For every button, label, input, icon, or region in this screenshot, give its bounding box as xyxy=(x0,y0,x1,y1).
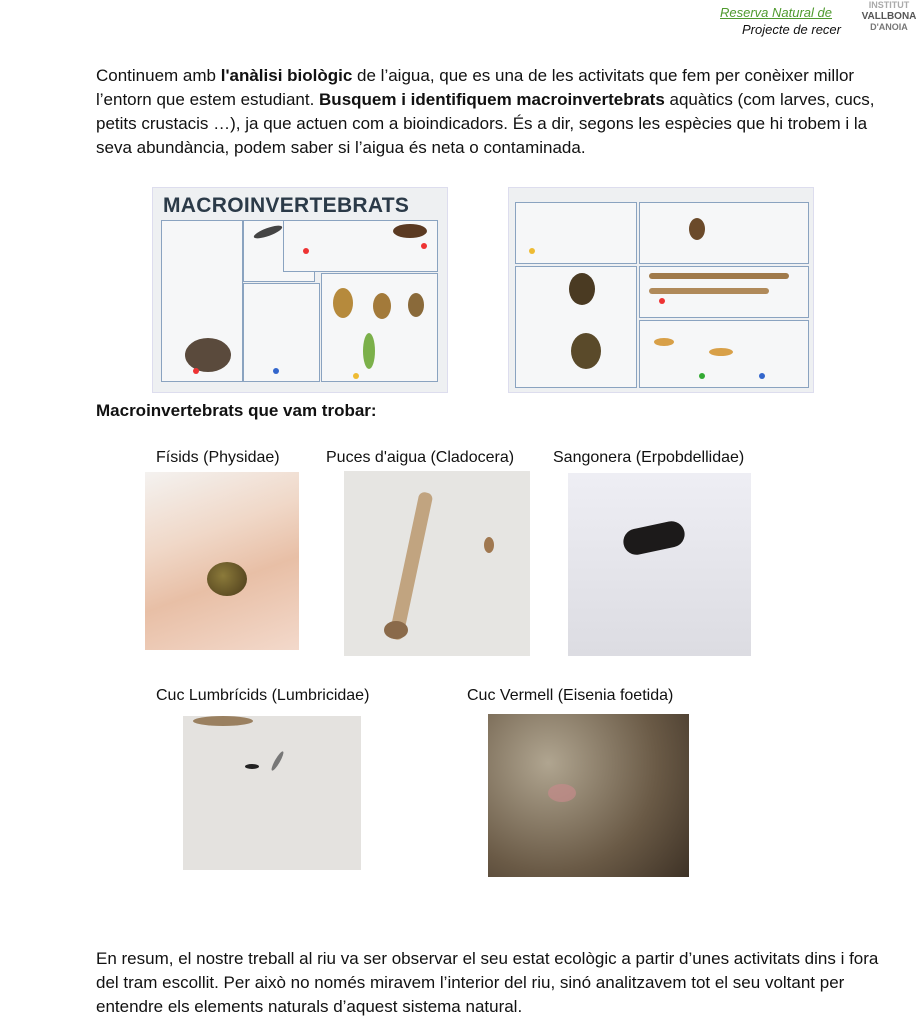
poster-title: MACROINVERTEBRATS xyxy=(163,194,410,217)
text: de l’aigua, que es una de les activitats que fem per conèixer millor l’entorn que estem estudiant. xyxy=(96,66,855,109)
specimen-caption: Puces d'aigua (Cladocera) xyxy=(326,449,515,466)
eisenia-foetida-photo xyxy=(488,714,689,877)
emphasis: l'anàlisi biològic xyxy=(220,66,353,85)
specimen-caption: Físids (Physidae) xyxy=(156,449,280,466)
intro-paragraph xyxy=(96,64,896,160)
school-logo xyxy=(858,0,920,38)
physidae-photo xyxy=(145,472,299,650)
found-heading: Macroinvertebrats que vam trobar: xyxy=(96,401,377,420)
text: aquàtics (com larves, cucs, petits crustacis …), ja que actuen com a bioindicadors. És a dir, segons les espècies que hi trobem i la seva abundància, podem saber si l’aigua és neta o contaminada. xyxy=(96,90,875,157)
macroinvertebrates-poster-2 xyxy=(508,187,814,393)
macroinvertebrates-poster-1 xyxy=(152,187,448,393)
logo-line: D'ANOIA xyxy=(870,22,908,32)
emphasis: Busquem i identifiquem macroinvertebrats xyxy=(319,90,665,109)
specimen-caption: Sangonera (Erpobdellidae) xyxy=(553,449,745,466)
summary-paragraph: En resum, el nostre treball al riu va ser observar el seu estat ecològic a partir d’unes activitats dins i fora del tram escollit. Per això no només miravem l’interior del riu, sinó analitzavem tot el seu voltant per entendre els elements naturals d’aquest sistema natural. xyxy=(96,949,879,1016)
header-subtitle: Projecte de recer xyxy=(742,22,841,37)
cladocera-photo xyxy=(344,471,530,656)
logo-line: VALLBONA xyxy=(861,11,917,22)
erpobdellidae-photo xyxy=(568,473,751,656)
specimen-caption: Cuc Lumbrícids (Lumbricidae) xyxy=(156,687,370,704)
text: Continuem amb xyxy=(96,66,221,85)
header-link[interactable]: Reserva Natural de xyxy=(720,5,832,20)
specimen-caption: Cuc Vermell (Eisenia foetida) xyxy=(467,687,674,704)
lumbricidae-photo xyxy=(183,716,361,870)
logo-line: INSTITUT xyxy=(868,0,910,10)
